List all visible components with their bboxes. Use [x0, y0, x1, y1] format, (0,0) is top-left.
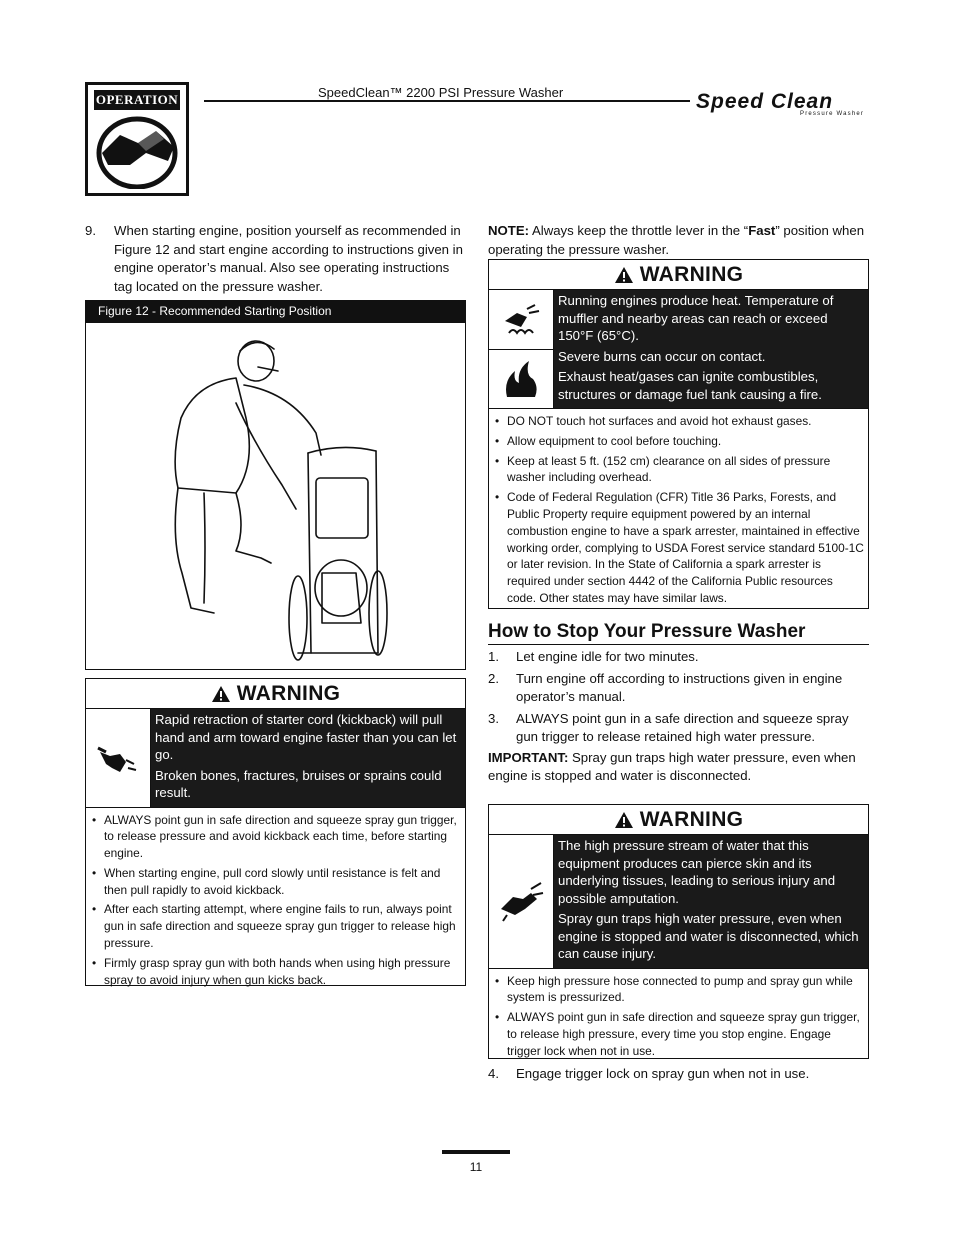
- hazard-text: [554, 835, 868, 968]
- hazard-line: Severe burns can occur on contact.: [558, 348, 766, 364]
- step-number: 4.: [488, 1066, 499, 1081]
- footer-rule: [442, 1150, 510, 1154]
- warning-triangle-icon: [614, 266, 634, 284]
- hazard-text: [554, 290, 868, 408]
- warning-title: WARNING: [639, 807, 744, 831]
- throttle-note: [488, 222, 869, 259]
- hazard-icons: [86, 709, 151, 807]
- bullet-item: • After each starting attempt, where engine fails to run, always point gun in safe direction and squeeze spray gun trigger to release high pressure.: [92, 901, 461, 951]
- warning-title: WARNING: [639, 262, 744, 286]
- hazard-line: Exhaust heat/gases can ignite combustibles, structures or damage fuel tank causing a fire.: [558, 369, 822, 402]
- hazard-line: The high pressure stream of water that this equipment produces can pierce skin and its underlying tissues, leading to serious injury and possible amputation.: [558, 838, 836, 906]
- hazard-icons: [489, 290, 554, 408]
- hazard-line: Broken bones, fractures, bruises or sprains could result.: [155, 767, 442, 800]
- speed-clean-logo: [694, 90, 872, 116]
- bullet-item: • Allow equipment to cool before touching.: [495, 433, 864, 450]
- skin-injection-icon: [489, 835, 553, 968]
- step-number: 1.: [488, 649, 499, 664]
- bullet-item: • Keep high pressure hose connected to pump and spray gun while system is pressurized.: [495, 973, 864, 1007]
- step-text: ALWAYS point gun in a safe direction and squeeze spray gun trigger to release retained high water pressure.: [516, 710, 849, 744]
- note-text-b: ” position when operating the pressure washer.: [488, 223, 865, 257]
- hazard-icons: [489, 835, 554, 968]
- logo-text: Speed Clean: [696, 90, 834, 113]
- hazard-row: [489, 290, 868, 409]
- logo-tagline: Pressure Washer: [800, 111, 865, 116]
- step-item: [488, 648, 869, 667]
- warning-triangle-icon: [211, 685, 231, 703]
- badge-label: OPERATION: [94, 90, 180, 110]
- high-pressure-warning: [488, 804, 869, 1059]
- important-label: IMPORTANT:: [488, 749, 569, 765]
- warning-triangle-icon: [614, 811, 634, 829]
- bullet-item: • Keep at least 5 ft. (152 cm) clearance on all sides of pressure washer including overhead.: [495, 453, 864, 487]
- operation-badge: [85, 82, 189, 196]
- warning-title: WARNING: [236, 681, 341, 705]
- important-text: Spray gun traps high water pressure, even when engine is stopped and water is disconnected.: [488, 749, 856, 783]
- hazard-line: Rapid retraction of starter cord (kickback) will pull hand and arm toward engine faster than you can let go.: [155, 712, 457, 762]
- warning-bullets: [489, 409, 868, 614]
- step-number: 9.: [85, 223, 96, 238]
- bullet-item: • When starting engine, pull cord slowly until resistance is felt and then pull rapidly to avoid kickback.: [92, 865, 461, 899]
- step-item: [488, 670, 869, 707]
- section-title: How to Stop Your Pressure Washer: [488, 620, 869, 645]
- hazard-row: [489, 835, 868, 969]
- note-text-a: Always keep the throttle lever in the “: [529, 223, 749, 238]
- kickback-warning: [85, 678, 466, 986]
- doc-title: SpeedClean™ 2200 PSI Pressure Washer: [318, 85, 564, 100]
- step-text: Let engine idle for two minutes.: [516, 649, 699, 664]
- heat-warning: [488, 259, 869, 609]
- stop-steps: [488, 648, 869, 786]
- step-text: Engage trigger lock on spray gun when not in use.: [516, 1066, 810, 1081]
- hot-surface-icon: [489, 290, 553, 349]
- figure-12-illustration: [85, 322, 466, 670]
- hazard-row: [86, 709, 465, 808]
- figure-title: Figure 12 - Recommended Starting Position: [85, 300, 466, 322]
- bullet-item: • Firmly grasp spray gun with both hands when using high pressure spray to avoid injury when gun kicks back.: [92, 955, 461, 989]
- step-4: [488, 1065, 869, 1084]
- page-number: 11: [469, 1160, 483, 1174]
- bullet-item: • Code of Federal Regulation (CFR) Title 36 Parks, Forests, and Public Property require equipment powered by an internal combustion engine to have a spark arrester, maintained in effective working order, complying to USDA Forest service standard 5100-1C or later revision. In the State of California a spark arrester is required under section 4442 of the California Public resources code. Other states may have similar laws.: [495, 489, 864, 607]
- hazard-text: [151, 709, 465, 807]
- operation-hand-icon: [94, 113, 180, 189]
- step-text: Turn engine off according to instructions given in engine operator’s manual.: [516, 670, 843, 704]
- hazard-line: Spray gun traps high water pressure, even when engine is stopped and water is disconnected, which can cause injury.: [558, 911, 859, 961]
- bullet-item: • ALWAYS point gun in safe direction and squeeze spray gun trigger, to release pressure and avoid kickback each time, before starting engine.: [92, 812, 461, 862]
- step-number: 2.: [488, 670, 499, 686]
- step-item: [488, 710, 869, 747]
- bullet-item: • DO NOT touch hot surfaces and avoid hot exhaust gases.: [495, 413, 864, 430]
- warning-bullets: [489, 969, 868, 1067]
- step-9: [85, 222, 466, 296]
- step-number: 3.: [488, 710, 499, 726]
- step-text: When starting engine, position yourself as recommended in Figure 12 and start engine according to instructions given in engine operator’s manual. Also see operating instructions tag located on the pressure washer.: [114, 223, 463, 294]
- bullet-item: • ALWAYS point gun in safe direction and squeeze spray gun trigger, to release high pressure, every time you stop engine. Engage trigger lock when not in use.: [495, 1009, 864, 1059]
- warning-bullets: [86, 808, 465, 996]
- hazard-line: Running engines produce heat. Temperature of muffler and nearby areas can reach or exceed 150°F (65°C).: [558, 293, 834, 343]
- starting-position-illustration: [86, 323, 465, 669]
- note-fast: Fast: [748, 223, 776, 238]
- note-label: NOTE:: [488, 223, 530, 238]
- warning-header: [489, 805, 868, 835]
- warning-header: [489, 260, 868, 290]
- fire-icon: [489, 349, 553, 409]
- warning-header: [86, 679, 465, 709]
- important-note: [488, 749, 869, 786]
- header-rule: [204, 100, 690, 102]
- kickback-hand-icon: [86, 709, 150, 807]
